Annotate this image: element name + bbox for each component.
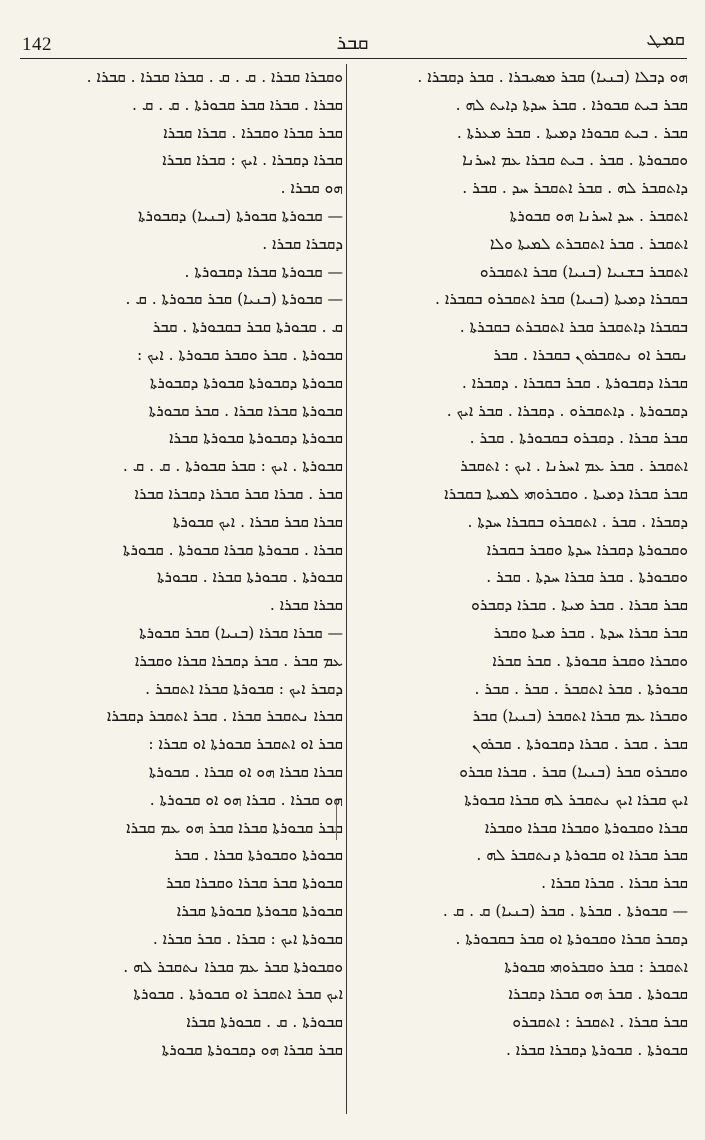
text-line: ܩܒܪ ܩܒܪܐ . ܩܒܪܐ ܩܒܪܐ . <box>541 874 688 893</box>
text-line: ܩܒܪ ܩܒܪܐ ܚܕܬܐ . ܩܒܪ ܡܝܬܐ ܘܩܒܪ <box>493 623 688 642</box>
text-line: ܐܝܟ ܩܒܪܐ ܐܝܟ ܢܬܩܒܪ ܠܗ ܩܒܪܐ ܩܒܘܪܬܐ <box>464 790 688 809</box>
text-line: — ܩܒܘܪܬܐ (ܒܢܝܐ) ܩܒܪ ܩܒܘܪܬܐ . ܩ . <box>125 290 343 309</box>
text-line: ܐܬܩܒܪ . ܩܒܪ ܐܬܩܒܪܬ ܠܡܝܬܐ ܘܠܐ <box>489 234 688 253</box>
text-line: ܩܒܪ ܐܘ ܐܬܩܒܪ ܩܒܘܪܬܐ ܐܘ ܩܒܪܐ : <box>148 735 343 754</box>
text-line: ܩܒܪ . ܩܒܪܐ ܩܒܪ ܩܒܪܐ ܕܩܒܪܐ ܩܒܪܐ <box>134 484 343 503</box>
left-column <box>18 64 343 1124</box>
text-line: ܩܒܘܪܬܐ . ܩܒܪ ܗܘ ܩܒܪܐ ܕܩܒܪܐ <box>508 985 688 1004</box>
text-line: ܩܒܪܐ ܢܬܩܒܪ ܩܒܪܐ . ܩܒܪ ܐܬܩܒܪ ܕܩܒܪܐ <box>106 707 343 726</box>
text-line: ܩܒܪܐ ܩܒܪܐ . <box>269 596 343 615</box>
text-line: ܩܒܪ ܩܒܪܐ ܐܘ ܩܒܘܪܬܐ ܕܢܬܩܒܪ ܠܗ . <box>476 846 688 865</box>
text-line: ܘܩܒܪܐ ܥܡ ܩܒܪܐ ܐܬܩܒܪ (ܒܢܝܐ) ܩܒܪ <box>472 707 688 726</box>
text-line: ܩܒܘܪܬܐ . ܩܒܘܪܬܐ ܕܩܒܪܐ ܩܒܪܐ . <box>505 1040 688 1059</box>
text-line: ܗܘ ܩܒܪܐ . ܩܒܪܐ ܗܘ ܐܘ ܩܒܘܪܬܐ . <box>149 790 343 809</box>
text-line: ܕܩܒܪܐ . ܩܒܪ . ܐܬܩܒܪܘ ܒܩܒܪܐ ܚܕܬܐ . <box>467 512 688 531</box>
text-line: ܩܒܘܪܬܐ ܩܒܘܪܬܐ ܩܒܘܪܬܐ ܩܒܪܐ <box>176 901 343 920</box>
text-line: ܩܒܘܪܬܐ . ܩܒܪ ܐܬܩܒܪ . ܩܒܪ . ܩܒܪ . <box>474 679 688 698</box>
text-line: ܗܘ ܩܒܪܐ . <box>280 179 343 198</box>
text-line: ܩܒܘܪܬܐ ܐܝܟ : ܩܒܪܐ . ܩܒܪ ܩܒܪܐ . <box>152 929 343 948</box>
running-head-center: ܩܒܪ <box>336 30 369 54</box>
text-line: ܕܩܒܪܐ ܩܒܪܐ . <box>262 234 343 253</box>
text-line: ܩܒܪܐ . ܩܒܘܪܬܐ ܩܒܪܐ ܩܒܘܪܬܐ . ܩܒܘܪܬܐ <box>122 540 343 559</box>
text-line: ܘܩܒܘܪܬܐ ܕܩܒܪܐ ܚܕܬܐ ܘܩܒܪ ܒܩܒܪܐ <box>486 540 688 559</box>
text-line: ܩܒܘܪܬܐ . ܩ . ܩܒܘܪܬܐ ܩܒܪܐ <box>186 1013 343 1032</box>
text-line: ܩܒܪܐ ܘܩܒܘܪܬܐ ܘܩܒܪܐ ܩܒܪܐ ܘܩܒܪܐ <box>484 818 688 837</box>
text-line: ܗܘ ܕܒܠܐ (ܒܢܝܐ) ܩܒܪ ܡܣܝܒܪܐ . ܩܒܪ ܕܩܒܪܐ . <box>417 68 688 86</box>
margin-mark <box>336 800 338 840</box>
text-line: ܘܩܒܘܪܬܐ . ܩܒܪ . ܒܝܬ ܩܒܪܐ ܥܡ ܐܚܪܢܐ <box>462 151 688 170</box>
text-line: ܩܒܘܪܬܐ ܩܒܪ ܩܒܪܐ ܘܩܒܪܐ ܩܒܪ <box>165 874 343 893</box>
header-rule <box>20 58 687 59</box>
text-line: ܩܒܪܐ ܩܒܪ ܩܒܪܐ . ܐܝܟ ܩܒܘܪܬܐ <box>172 512 343 531</box>
text-line: ܐܝܟ ܩܒܪ ܐܬܩܒܪ ܐܘ ܩܒܘܪܬܐ . ܩܒܘܪܬܐ <box>133 985 343 1004</box>
text-line: ܩܒܪܐ ܕܩܒܘܪܬܐ . ܩܒܪ ܒܩܒܪܐ . ܕܩܒܪܐ . <box>461 373 688 392</box>
text-line: ܐܬܩܒܪ ܒܫܢܝܐ (ܒܢܝܐ) ܩܒܪ ܐܬܩܒܪܘ <box>479 262 688 281</box>
text-line: ܐܬܩܒܪ : ܩܒܪ ܘܩܒܪܘܗܝ ܩܒܘܪܬܐ <box>504 957 688 976</box>
text-line: ܩܒܪ ܩܒܪܐ ܗܘ ܕܩܒܘܪܬܐ ܩܒܘܪܬܐ <box>161 1040 343 1059</box>
text-line: ܒܩܒܪܐ ܕܐܬܩܒܪ ܩܒܪ ܐܬܩܒܪܬ ܒܩܒܪܬܐ . <box>459 318 688 337</box>
text-line: ܩܒܘܪܬܐ ܕܩܒܘܪܬܐ ܩܒܘܪܬܐ ܕܩܒܘܪܬܐ <box>149 373 343 392</box>
text-line: ܩܒܪܐ ܩܒܪܐ ܗܘ ܐܘ ܩܒܪܐ . ܩܒܘܪܬܐ <box>148 762 343 781</box>
text-line: ܩܒܪ ܩܒܪܐ . ܐܬܩܒܪ : ܐܬܩܒܪܘ <box>512 1013 688 1032</box>
text-line: ܘܩܒܪܐ ܘܩܒܪ ܩܒܘܪܬܐ . ܩܒܪ ܩܒܪܐ <box>492 651 688 670</box>
text-line: ܕܩܒܪ ܩܒܪܐ ܘܩܒܘܪܬܐ ܐܘ ܩܒܪ ܒܩܒܘܪܬܐ . <box>455 929 688 948</box>
text-line: ܘܩܒܪܐ ܩܒܪܐ . ܩ . ܩ . ܩܒܪܐ ܩܒܪܐ . ܩܒܪܐ . <box>86 68 343 86</box>
column-divider <box>346 64 347 1114</box>
text-line: ܐܬܩܒܪ . ܩܒܪ ܥܡ ܐܚܪܢܐ . ܐܝܟ : ܐܬܩܒܪ <box>460 457 688 476</box>
text-line: — ܩܒܘܪܬܐ . ܩܒܪܬܐ . ܩܒܪ (ܒܢܝܐ) ܩ . ܩ . <box>442 901 688 920</box>
text-line: ܘܩܒܘܪܬܐ ܩܒܪ ܥܡ ܩܒܪܐ ܢܬܩܒܪ ܠܗ . <box>123 957 343 976</box>
right-column <box>350 64 688 1124</box>
text-line: ܩܒܪܐ ܕܩܒܪܐ . ܐܝܟ : ܩܒܪܐ ܩܒܪܐ <box>162 151 343 170</box>
text-line: ܒܩܒܪܐ ܕܡܝܬܐ (ܒܢܝܐ) ܩܒܪ ܐܬܩܒܪܘ ܒܩܒܪܐ . <box>435 290 688 309</box>
text-line: ܩܒܘܪܬܐ ܕܩܒܘܪܬܐ ܩܒܘܪܬܐ ܩܒܪܐ <box>169 429 343 448</box>
running-head-right: ܩܡܛ <box>646 28 685 50</box>
text-line: ܕܩܒܘܪܬܐ . ܕܐܬܩܒܪܘ . ܕܩܒܪܐ . ܩܒܪ ܐܝܟ . <box>446 401 688 420</box>
text-line: ܩܒܪ ܩܒܪܐ . ܩܒܪ ܡܝܬܐ . ܩܒܪܐ ܕܩܒܪܘ <box>471 596 688 615</box>
text-line: ܢܩܒܪ ܐܘ ܢܬܩܒܪܘܢ ܒܩܒܪܐ . ܩܒܪ <box>493 345 688 364</box>
text-line: — ܩܒܪܐ ܩܒܪܐ (ܒܢܝܐ) ܩܒܪ ܩܒܘܪܬܐ <box>139 623 343 642</box>
page-number: 142 <box>22 34 52 55</box>
text-line: ܩܒܪ ܩܒܪܐ ܕܡܝܬܐ . ܘܩܒܪܘܗܝ ܠܡܝܬܐ ܒܩܒܪܐ <box>444 484 688 503</box>
text-line: ܥܡ ܩܒܪ . ܩܒܪ ܕܩܒܪܐ ܩܒܪܐ ܘܩܒܪܐ <box>134 651 343 670</box>
text-line: ܩܒܘܪܬܐ . ܐܝܟ : ܩܒܪ ܩܒܘܪܬܐ . ܩ . ܩ . <box>122 457 343 476</box>
text-line: ܩܒܘܪܬܐ . ܩܒܪ ܘܩܒܪ ܩܒܘܪܬܐ . ܐܝܟ : <box>136 345 343 364</box>
text-line: ܩܒܪ . ܒܝܬ ܩܒܘܪܐ ܕܡܝܬܐ . ܩܒܪ ܡܥܪܬܐ . <box>456 123 688 142</box>
text-line: ܩ . ܩܒܘܪܬܐ ܩܒܪ ܒܩܒܘܪܬܐ . ܩܒܪ <box>152 318 343 337</box>
text-line: ܩܒܪܐ . ܩܒܪܐ ܩܒܪ ܩܒܘܪܬܐ . ܩ . ܩ . <box>132 95 343 114</box>
text-line: ܘܩܒܘܪܬܐ . ܩܒܪ ܩܒܪܐ ܚܕܬܐ . ܩܒܪ . <box>486 568 688 587</box>
text-line: ܩܒܪ ܩܒܪܐ . ܕܩܒܪܘ ܒܩܒܘܪܬܐ . ܩܒܪ . <box>469 429 688 448</box>
text-line: ܩܒܪ . ܩܒܪ . ܩܒܪܐ ܕܩܒܘܪܬܐ . ܩܒܪܘܢ <box>471 735 688 754</box>
text-line: ܩܒܪ ܒܝܬ ܩܒܘܪܐ . ܩܒܪ ܚܕܬܐ ܕܐܝܬ ܠܗ . <box>455 95 688 114</box>
text-line: ܩܒܘܪܬܐ ܘܩܒܘܪܬܐ ܩܒܪܐ . ܩܒܪ <box>174 846 343 865</box>
text-line: — ܩܒܘܪܬܐ ܩܒܘܪܬܐ (ܒܢܝܐ) ܕܩܒܘܪܬܐ <box>138 206 343 225</box>
text-line: ܘܩܒܪܘ ܩܒܪ (ܒܢܝܐ) ܩܒܪ . ܩܒܪܐ ܩܒܪܘ <box>459 762 688 781</box>
text-line: — ܩܒܘܪܬܐ ܩܒܪܐ ܕܩܒܘܪܬܐ . <box>184 262 343 281</box>
text-line: ܩܒܪ ܩܒܘܪܬܐ ܩܒܪܐ ܩܒܪ ܗܘ ܥܡ ܩܒܪܐ <box>126 818 343 837</box>
text-line: ܕܩܒܪ ܐܝܟ : ܩܒܘܪܬܐ ܩܒܪܐ ܐܬܩܒܪ . <box>145 679 343 698</box>
text-line: ܩܒܘܪܬܐ ܩܒܪܐ ܩܒܪܐ . ܩܒܪ ܩܒܘܪܬܐ <box>148 401 343 420</box>
text-line: ܕܐܬܩܒܪ ܠܗ . ܩܒܪ ܐܬܩܒܪ ܚܕ . ܩܒܪ . <box>462 179 688 198</box>
text-line: ܩܒܪ ܩܒܪܐ ܘܩܒܪܐ . ܩܒܪܐ ܩܒܪܐ <box>163 123 343 142</box>
text-line: ܐܬܩܒܪ . ܚܕ ܐܚܪܢܐ ܗܘ ܩܒܘܪܬܐ <box>509 206 688 225</box>
text-line: ܩܒܘܪܬܐ . ܩܒܘܪܬܐ ܩܒܪܐ . ܩܒܘܪܬܐ <box>157 568 343 587</box>
